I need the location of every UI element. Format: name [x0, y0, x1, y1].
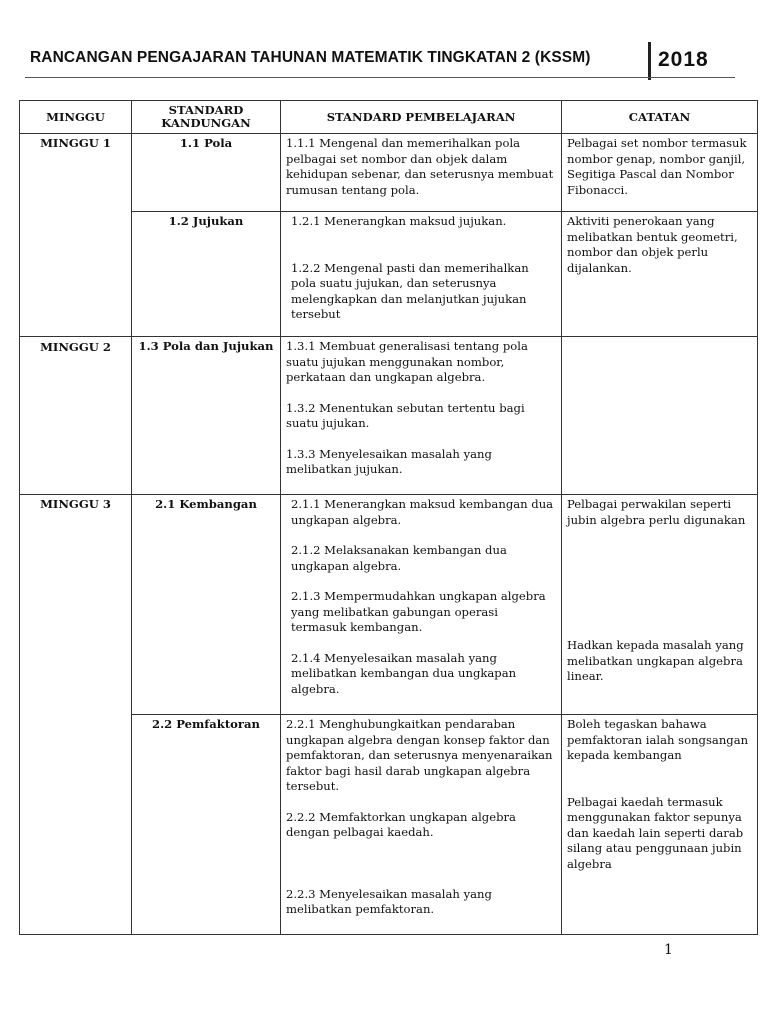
note: Boleh tegaskan bahawa pemfaktoran ialah songsangan kepada kembangan: [567, 717, 749, 762]
table-row: [20, 337, 758, 495]
learning-standard: 1.3.3 Menyelesaikan masalah yang melibatkan jujukan.: [286, 446, 492, 476]
kandungan-cell: 1.3 Pola dan Jujukan: [132, 337, 281, 495]
learning-standard: 2.2.2 Memfaktorkan ungkapan algebra dengan pelbagai kaedah.: [286, 809, 516, 839]
spacer: [291, 528, 556, 543]
document-title: RANCANGAN PENGAJARAN TAHUNAN MATEMATIK TINGKATAN 2 (KSSM): [30, 49, 591, 66]
catatan-cell: [562, 715, 758, 935]
kandungan-cell: 1.2 Jujukan: [132, 212, 281, 337]
header-rule: [25, 77, 735, 78]
learning-standard: 1.1.1 Mengenal dan memerihalkan pola pelbagai set nombor dan objek dalam kehidupan sebenar, dan seterusnya membuat rumusan tentang pola.: [286, 136, 554, 197]
spacer: [567, 764, 752, 795]
learning-standard: 2.1.1 Menerangkan maksud kembangan dua ungkapan algebra.: [291, 497, 554, 527]
learning-standard: 2.2.1 Menghubungkaitkan pendaraban ungkapan algebra dengan konsep faktor dan pemfaktoran, dan seterusnya menyenaraikan faktor bagi hasil darab ungkapan algebra tersebut.: [286, 717, 553, 793]
page-number: 1: [664, 942, 673, 958]
note: Pelbagai perwakilan seperti jubin algebra perlu digunakan: [567, 497, 746, 527]
table-row: [20, 134, 758, 212]
learning-standard: 2.1.2 Melaksanakan kembangan dua ungkapan algebra.: [291, 543, 507, 573]
catatan-cell: [562, 495, 758, 715]
spacer: [286, 432, 556, 447]
catatan-cell: [562, 337, 758, 495]
page-header: [0, 0, 768, 80]
spacer: [286, 841, 556, 887]
learning-standard: 1.2.1 Menerangkan maksud jujukan.: [291, 214, 507, 228]
kandungan-cell: 2.2 Pemfaktoran: [132, 715, 281, 935]
note: Hadkan kepada masalah yang melibatkan ungkapan algebra linear.: [567, 638, 744, 683]
learning-standard: 1.3.1 Membuat generalisasi tentang pola suatu jujukan menggunakan nombor, perkataan dan ungkapan algebra.: [286, 339, 528, 384]
spacer: [291, 230, 556, 261]
catatan-cell: [562, 212, 758, 337]
pembelajaran-cell: [281, 337, 562, 495]
spacer: [291, 636, 556, 651]
note: Pelbagai kaedah termasuk menggunakan faktor sepunya dan kaedah lain seperti darab silang atau penggunaan jubin algebra: [567, 794, 744, 871]
lesson-plan-table: [19, 100, 758, 935]
learning-standard: 2.2.3 Menyelesaikan masalah yang melibatkan pemfaktoran.: [286, 886, 492, 916]
header-standard-kandungan: STANDARD KANDUNGAN: [132, 101, 281, 134]
note: Aktiviti penerokaan yang melibatkan bentuk geometri, nombor dan objek perlu dijalankan.: [567, 214, 738, 275]
spacer: [286, 795, 556, 810]
learning-standard: 1.3.2 Menentukan sebutan tertentu bagi suatu jujukan.: [286, 400, 525, 430]
catatan-cell: [562, 134, 758, 212]
header-standard-pembelajaran: STANDARD PEMBELAJARAN: [281, 101, 562, 134]
table-row: [20, 495, 758, 715]
pembelajaran-cell: [281, 495, 562, 715]
note: Pelbagai set nombor termasuk nombor genap, nombor ganjil, Segitiga Pascal dan Nombor Fibonacci.: [567, 136, 747, 197]
week-cell: MINGGU 2: [20, 337, 132, 495]
spacer: [567, 528, 752, 638]
week-cell: MINGGU 1: [20, 134, 132, 337]
pembelajaran-cell: [281, 212, 562, 337]
document-year: 2018: [658, 48, 709, 71]
header-minggu: MINGGU: [20, 101, 132, 134]
kandungan-cell: 2.1 Kembangan: [132, 495, 281, 715]
week-cell: MINGGU 3: [20, 495, 132, 935]
learning-standard: 2.1.3 Mempermudahkan ungkapan algebra yang melibatkan gabungan operasi termasuk kembangan.: [291, 589, 546, 634]
header-divider: [648, 42, 651, 80]
learning-standard: 1.2.2 Mengenal pasti dan memerihalkan pola suatu jujukan, dan seterusnya melengkapkan dan melanjutkan jujukan tersebut: [291, 260, 529, 321]
header-catatan: CATATAN: [562, 101, 758, 134]
pembelajaran-cell: [281, 715, 562, 935]
learning-standard: 2.1.4 Menyelesaikan masalah yang melibatkan kembangan dua ungkapan algebra.: [291, 650, 517, 696]
pembelajaran-cell: [281, 134, 562, 212]
table-header-row: [20, 101, 758, 134]
kandungan-cell: 1.1 Pola: [132, 134, 281, 212]
spacer: [286, 386, 556, 401]
spacer: [291, 574, 556, 589]
